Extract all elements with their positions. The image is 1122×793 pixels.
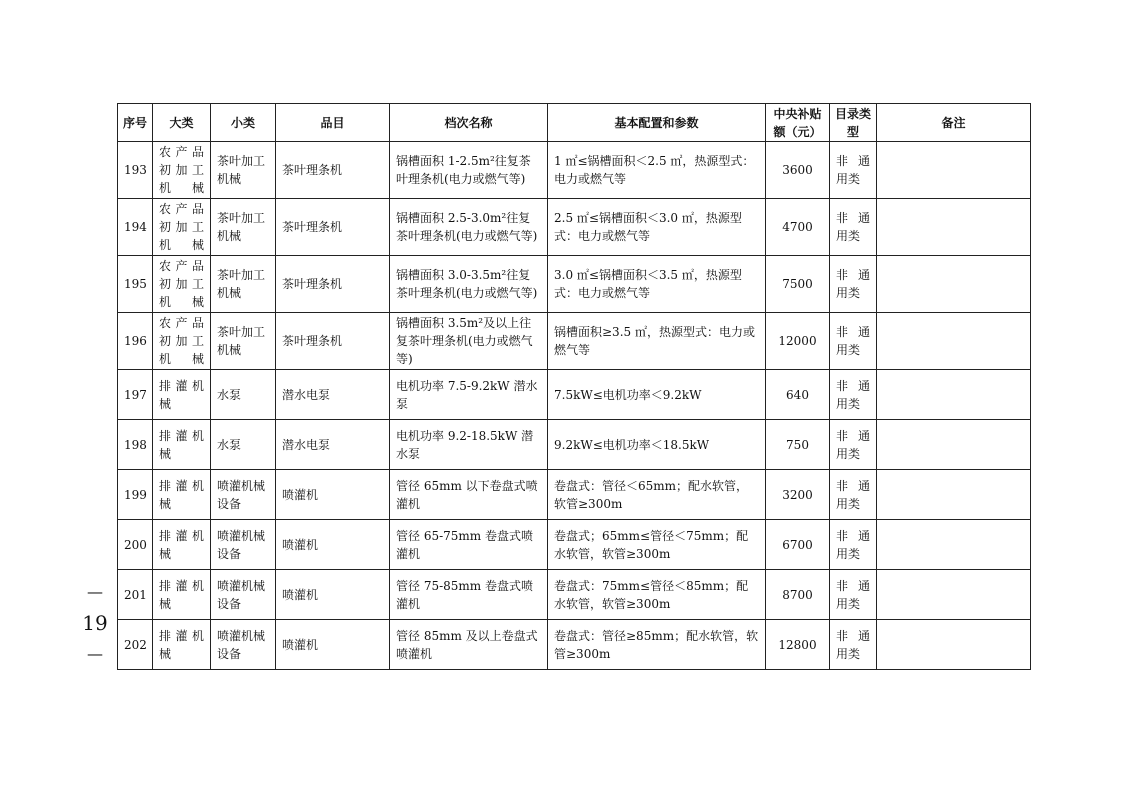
cell-catalog-type: 非通用类 bbox=[830, 420, 877, 470]
table-row bbox=[118, 420, 1031, 470]
cell-subsidy: 3200 bbox=[766, 470, 830, 520]
cell-grade: 管径 65mm 以下卷盘式喷灌机 bbox=[390, 470, 548, 520]
header-category: 大类 bbox=[153, 104, 211, 142]
cell-item: 喷灌机 bbox=[276, 620, 390, 670]
cell-item: 茶叶理条机 bbox=[276, 313, 390, 370]
cell-seq: 195 bbox=[118, 256, 153, 313]
cell-item: 喷灌机 bbox=[276, 470, 390, 520]
header-grade: 档次名称 bbox=[390, 104, 548, 142]
cell-remark bbox=[877, 199, 1031, 256]
cell-config: 卷盘式：管径≥85mm；配水软管，软管≥300m bbox=[548, 620, 766, 670]
cell-grade: 管径 75-85mm 卷盘式喷灌机 bbox=[390, 570, 548, 620]
table-header-row bbox=[118, 104, 1031, 142]
cell-category: 排灌机械 bbox=[153, 570, 211, 620]
cell-config: 卷盘式：管径＜65mm；配水软管，软管≥300m bbox=[548, 470, 766, 520]
table-row bbox=[118, 199, 1031, 256]
cell-subcategory: 茶叶加工机械 bbox=[211, 256, 276, 313]
cell-subcategory: 喷灌机械设备 bbox=[211, 620, 276, 670]
cell-subcategory: 茶叶加工机械 bbox=[211, 142, 276, 199]
cell-item: 潜水电泵 bbox=[276, 420, 390, 470]
cell-config: 9.2kW≤电机功率＜18.5kW bbox=[548, 420, 766, 470]
cell-item: 茶叶理条机 bbox=[276, 142, 390, 199]
page-number-dash-bottom: — bbox=[87, 644, 103, 663]
cell-category: 排灌机械 bbox=[153, 520, 211, 570]
cell-grade: 锅槽面积 1-2.5m²往复茶叶理条机(电力或燃气等) bbox=[390, 142, 548, 199]
cell-remark bbox=[877, 370, 1031, 420]
subsidy-table bbox=[117, 103, 1031, 670]
header-remark: 备注 bbox=[877, 104, 1031, 142]
cell-config: 卷盘式；65mm≤管径＜75mm；配水软管，软管≥300m bbox=[548, 520, 766, 570]
cell-remark bbox=[877, 620, 1031, 670]
cell-remark bbox=[877, 520, 1031, 570]
cell-category: 排灌机械 bbox=[153, 420, 211, 470]
cell-seq: 200 bbox=[118, 520, 153, 570]
cell-category: 排灌机械 bbox=[153, 470, 211, 520]
cell-category: 排灌机械 bbox=[153, 370, 211, 420]
cell-remark bbox=[877, 570, 1031, 620]
cell-seq: 196 bbox=[118, 313, 153, 370]
cell-seq: 201 bbox=[118, 570, 153, 620]
cell-config: 锅槽面积≥3.5 ㎡，热源型式：电力或燃气等 bbox=[548, 313, 766, 370]
cell-grade: 电机功率 7.5-9.2kW 潜水泵 bbox=[390, 370, 548, 420]
header-seq: 序号 bbox=[118, 104, 153, 142]
cell-item: 茶叶理条机 bbox=[276, 199, 390, 256]
cell-catalog-type: 非通用类 bbox=[830, 313, 877, 370]
cell-catalog-type: 非通用类 bbox=[830, 520, 877, 570]
table-row bbox=[118, 313, 1031, 370]
cell-subcategory: 喷灌机械设备 bbox=[211, 570, 276, 620]
cell-subsidy: 3600 bbox=[766, 142, 830, 199]
cell-category: 农产品初加工机械 bbox=[153, 256, 211, 313]
table-row bbox=[118, 370, 1031, 420]
cell-catalog-type: 非通用类 bbox=[830, 199, 877, 256]
cell-catalog-type: 非通用类 bbox=[830, 142, 877, 199]
cell-config: 1 ㎡≤锅槽面积＜2.5 ㎡，热源型式：电力或燃气等 bbox=[548, 142, 766, 199]
cell-catalog-type: 非通用类 bbox=[830, 470, 877, 520]
cell-seq: 198 bbox=[118, 420, 153, 470]
cell-subsidy: 4700 bbox=[766, 199, 830, 256]
header-subcategory: 小类 bbox=[211, 104, 276, 142]
cell-grade: 锅槽面积 3.0-3.5m²往复茶叶理条机(电力或燃气等) bbox=[390, 256, 548, 313]
cell-category: 农产品初加工机械 bbox=[153, 313, 211, 370]
table-row bbox=[118, 256, 1031, 313]
cell-seq: 197 bbox=[118, 370, 153, 420]
header-subsidy: 中央补贴额（元） bbox=[766, 104, 830, 142]
cell-config: 2.5 ㎡≤锅槽面积＜3.0 ㎡，热源型式：电力或燃气等 bbox=[548, 199, 766, 256]
cell-seq: 194 bbox=[118, 199, 153, 256]
cell-grade: 管径 65-75mm 卷盘式喷灌机 bbox=[390, 520, 548, 570]
cell-item: 茶叶理条机 bbox=[276, 256, 390, 313]
cell-config: 卷盘式：75mm≤管径＜85mm；配水软管，软管≥300m bbox=[548, 570, 766, 620]
cell-config: 3.0 ㎡≤锅槽面积＜3.5 ㎡，热源型式：电力或燃气等 bbox=[548, 256, 766, 313]
page-number bbox=[80, 578, 110, 668]
cell-seq: 199 bbox=[118, 470, 153, 520]
cell-remark bbox=[877, 470, 1031, 520]
cell-category: 农产品初加工机械 bbox=[153, 199, 211, 256]
cell-item: 喷灌机 bbox=[276, 570, 390, 620]
cell-subsidy: 12800 bbox=[766, 620, 830, 670]
cell-subcategory: 水泵 bbox=[211, 370, 276, 420]
header-item: 品目 bbox=[276, 104, 390, 142]
cell-remark bbox=[877, 142, 1031, 199]
cell-item: 喷灌机 bbox=[276, 520, 390, 570]
page-number-dash-top: — bbox=[87, 582, 103, 601]
cell-subcategory: 喷灌机械设备 bbox=[211, 520, 276, 570]
table-row bbox=[118, 470, 1031, 520]
cell-remark bbox=[877, 256, 1031, 313]
cell-grade: 管径 85mm 及以上卷盘式喷灌机 bbox=[390, 620, 548, 670]
cell-grade: 锅槽面积 2.5-3.0m²往复茶叶理条机(电力或燃气等) bbox=[390, 199, 548, 256]
cell-catalog-type: 非通用类 bbox=[830, 370, 877, 420]
cell-config: 7.5kW≤电机功率＜9.2kW bbox=[548, 370, 766, 420]
table-row bbox=[118, 620, 1031, 670]
cell-item: 潜水电泵 bbox=[276, 370, 390, 420]
cell-seq: 193 bbox=[118, 142, 153, 199]
cell-catalog-type: 非通用类 bbox=[830, 570, 877, 620]
cell-subcategory: 茶叶加工机械 bbox=[211, 313, 276, 370]
cell-subsidy: 640 bbox=[766, 370, 830, 420]
page-number-value: 19 bbox=[82, 611, 108, 635]
cell-grade: 锅槽面积 3.5m²及以上往复茶叶理条机(电力或燃气等) bbox=[390, 313, 548, 370]
table-row bbox=[118, 142, 1031, 199]
table-row bbox=[118, 570, 1031, 620]
cell-subsidy: 8700 bbox=[766, 570, 830, 620]
table-row bbox=[118, 520, 1031, 570]
cell-category: 排灌机械 bbox=[153, 620, 211, 670]
cell-remark bbox=[877, 420, 1031, 470]
cell-subcategory: 茶叶加工机械 bbox=[211, 199, 276, 256]
cell-subsidy: 6700 bbox=[766, 520, 830, 570]
cell-subsidy: 7500 bbox=[766, 256, 830, 313]
cell-catalog-type: 非通用类 bbox=[830, 620, 877, 670]
cell-catalog-type: 非通用类 bbox=[830, 256, 877, 313]
cell-subsidy: 750 bbox=[766, 420, 830, 470]
header-config: 基本配置和参数 bbox=[548, 104, 766, 142]
cell-subcategory: 水泵 bbox=[211, 420, 276, 470]
cell-seq: 202 bbox=[118, 620, 153, 670]
header-catalog-type: 目录类型 bbox=[830, 104, 877, 142]
cell-grade: 电机功率 9.2-18.5kW 潜水泵 bbox=[390, 420, 548, 470]
cell-category: 农产品初加工机械 bbox=[153, 142, 211, 199]
cell-subsidy: 12000 bbox=[766, 313, 830, 370]
cell-remark bbox=[877, 313, 1031, 370]
cell-subcategory: 喷灌机械设备 bbox=[211, 470, 276, 520]
